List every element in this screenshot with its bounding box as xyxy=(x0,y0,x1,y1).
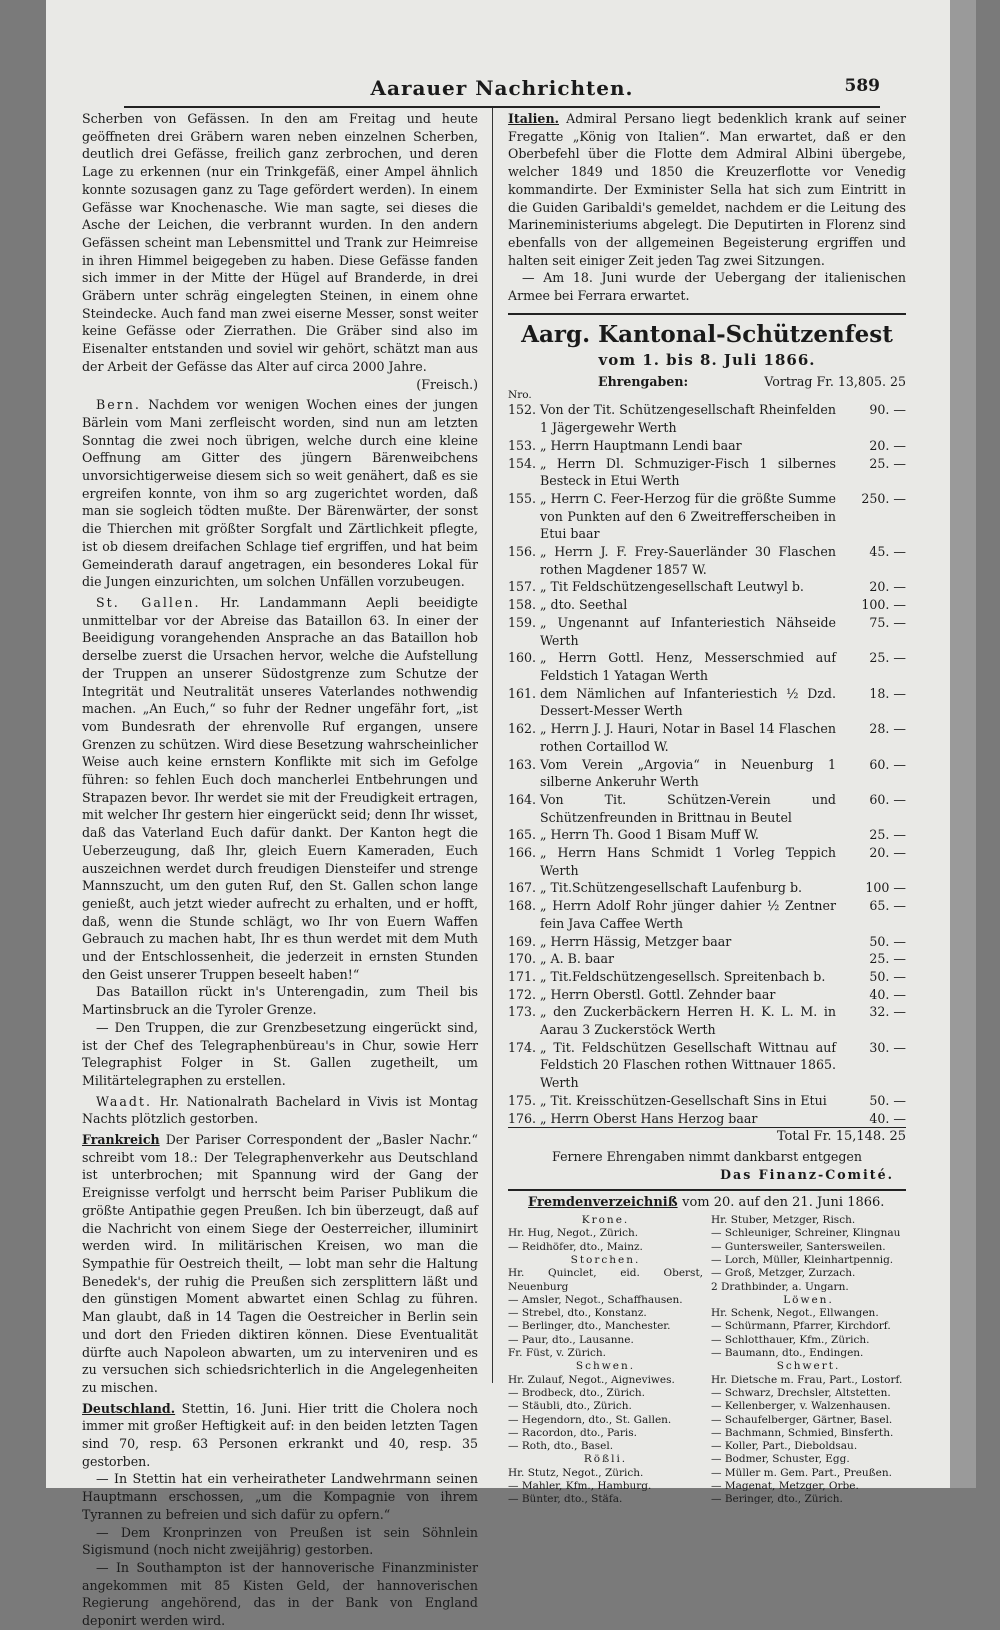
hotel-name: Löwen. xyxy=(783,1293,834,1306)
donation-description: „ Herrn Oberst Hans Herzog baar xyxy=(540,1110,758,1126)
article-bataillon: Das Bataillon rückt in's Unterengadin, zum Theil bis Martinsbruck an die Tyroler Grenze. xyxy=(82,984,478,1018)
column-divider xyxy=(492,108,493,1383)
donation-description: „ Herrn Hans Schmidt 1 Vorleg Teppich Werth xyxy=(540,845,836,878)
committee-signature: Das Finanz-Comité. xyxy=(720,1166,894,1182)
donation-amount: 50. — xyxy=(869,968,906,984)
article-telegraph: — Den Truppen, die zur Grenzbesetzung eingerückt sind, ist der Chef des Telegraphenbüreau's in Chur, sowie Herr Telegraphist Folger in St. Gallen zugetheilt, um Militärtelegraphen zu erstellen. xyxy=(82,1019,478,1088)
donation-amount: 250. — xyxy=(861,490,906,506)
donation-description: „ Herrn Th. Good 1 Bisam Muff W. xyxy=(540,827,759,843)
further-donations-note: Fernere Ehrengaben nimmt dankbarst entgegen xyxy=(552,1148,862,1164)
donation-amount: 60. — xyxy=(869,756,906,772)
donation-row xyxy=(508,791,906,826)
article-source: (Freisch.) xyxy=(416,376,478,392)
donation-number: 170. xyxy=(508,951,537,967)
donation-row xyxy=(508,1092,906,1110)
donation-number: 172. xyxy=(508,986,537,1002)
donation-amount: 100. — xyxy=(861,597,906,613)
article-bern: Bern. Nachdem vor wenigen Wochen eines der jungen Bärlein vom Mani zerfleischt worden, sind nun am letzten Sonntag die zwei noch übrigen, welche durch eine kleine Oeffnung am Gitter des jüngern Bärenweibchens unvorsichtigerweise diesem sich so weit genähert, daß es sie ergreifen konnte, von ihm so arg zugerichtet worden, daß man sie sogleich tödten mußte. Der Bärenwärter, der sonst die Thierchen mit größter Sorgfalt und Zärtlichkeit pflegte, ist ob diesem dreifachen Schlage tief ergriffen, und hat beim Gemeinderath darauf angetragen, ein besonderes Lokal für die Jungen einzurichten, um solchen Unfällen vorzubeugen. xyxy=(82,397,478,590)
donation-row xyxy=(508,897,906,932)
article-italien: Italien. Admiral Persano liegt bedenklich krank auf seiner Fregatte „König von Italien“. Man erwartet, daß er den Oberbefehl über die Flotte dem Admiral Albini übergebe, welcher 1849 und 1850 die Kreuzerflotte vor Venedig kommandirte. Der Exminister Sella hat sich zum Eintritt in die Guiden Garibaldi's gemeldet, nachdem er die Leitung des Marineministeriums abgelegt. Die Deputirten in Florenz sind ebenfalls von der allgemeinen Begeisterung ergriffen und halten seit einiger Zeit jeden Tag zwei Sitzungen. xyxy=(508,111,906,268)
donation-amount: 75. — xyxy=(869,614,906,630)
donation-amount: 100 — xyxy=(865,880,906,896)
donation-row xyxy=(508,720,906,755)
guest-entry: — Racordon, dto., Paris. xyxy=(508,1426,637,1439)
donation-amount: 20. — xyxy=(869,845,906,861)
guest-entry: — Schlotthauer, Kfm., Zürich. xyxy=(711,1333,870,1346)
page-edge-shadow xyxy=(950,0,976,1488)
guest-entry: Hr. Stutz, Negot., Zürich. xyxy=(508,1466,644,1479)
donation-number: 158. xyxy=(508,597,537,613)
donation-description: „ Tit.Schützengesellschaft Laufenburg b. xyxy=(540,880,803,896)
honors-label: Ehrengaben: xyxy=(598,373,689,389)
donation-description: „ Herrn Oberstl. Gottl. Zehnder baar xyxy=(540,986,776,1002)
place-deutschland: Deutschland. xyxy=(82,1400,176,1416)
section-divider xyxy=(508,1189,906,1191)
guest-entry: — Magenat, Metzger, Orbe. xyxy=(711,1480,859,1493)
donations-table xyxy=(508,401,906,1127)
donation-amount: 20. — xyxy=(869,437,906,453)
donation-amount: 25. — xyxy=(869,951,906,967)
donation-amount: 20. — xyxy=(869,579,906,595)
donation-description: „ Tit Feldschützengesellschaft Leutwyl b. xyxy=(540,579,804,595)
donation-description: dem Nämlichen auf Infanteriestich ½ Dzd. Dessert-Messer Werth xyxy=(540,685,836,719)
donation-number: 173. xyxy=(508,1004,537,1020)
guest-entry: Hr. Quinclet, eid. Oberst, Neuenburg xyxy=(508,1267,703,1293)
hotel-name: Rößli. xyxy=(583,1453,628,1466)
article-deutschland: Deutschland. Stettin, 16. Juni. Hier tritt die Cholera noch immer mit großer Heftigkeit auf: in den beiden letzten Tagen sind 70, resp. 63 Personen erkrankt und 40, resp. 35 gestorben. xyxy=(82,1400,478,1469)
donation-number: 171. xyxy=(508,968,537,984)
donation-number: 166. xyxy=(508,845,537,861)
guest-entry: — Lorch, Müller, Kleinhartpennig. xyxy=(711,1253,894,1266)
guest-entry: — Brodbeck, dto., Zürich. xyxy=(508,1386,645,1399)
donation-amount: 32. — xyxy=(869,1004,906,1020)
article-waadt: Waadt. Hr. Nationalrath Bachelard in Vivis ist Montag Nachts plötzlich gestorben. xyxy=(82,1093,478,1127)
donation-number: 156. xyxy=(508,544,537,560)
donation-row xyxy=(508,437,906,455)
page-header xyxy=(124,70,880,108)
donation-row xyxy=(508,826,906,844)
article-southampton: — In Southampton ist der hannoverische Finanzminister angekommen mit 85 Kisten Geld, der hannoverischen Regierung angehörend, das in der Bank von England deponirt werden wird. xyxy=(82,1559,478,1629)
article-stettin: — In Stettin hat ein verheiratheter Landwehrmann seinen Hauptmann erschossen, „um die Kompagnie von ihrem Tyrannen zu befreien und sich dafür zu opfern.“ xyxy=(82,1471,478,1522)
place-frankreich: Frankreich xyxy=(82,1132,160,1148)
donation-row xyxy=(508,685,906,720)
donation-description: „ Herrn Adolf Rohr jünger dahier ½ Zentner fein Java Caffee Werth xyxy=(540,898,836,931)
donation-description: Vom Verein „Argovia“ in Neuenburg 1 silberne Ankeruhr Werth xyxy=(540,756,836,790)
donation-row xyxy=(508,649,906,684)
place-italien: Italien. xyxy=(508,111,559,126)
donation-number: 153. xyxy=(508,437,537,453)
donation-number: 155. xyxy=(508,490,537,506)
donation-amount: 50. — xyxy=(869,933,906,949)
donation-description: „ Herrn J. J. Hauri, Notar in Basel 14 Flaschen rothen Cortaillod W. xyxy=(540,721,836,754)
donation-description: „ Herrn Hauptmann Lendi baar xyxy=(540,437,742,453)
donation-number: 174. xyxy=(508,1039,537,1055)
guest-entry: 2 Drathbinder, a. Ungarn. xyxy=(711,1280,849,1293)
donation-row xyxy=(508,401,906,436)
donation-number: 175. xyxy=(508,1092,537,1108)
guest-entry: — Hegendorn, dto., St. Gallen. xyxy=(508,1413,672,1426)
hotel-name: Schwert. xyxy=(776,1360,841,1373)
donation-amount: 50. — xyxy=(869,1092,906,1108)
guest-entry: — Schürmann, Pfarrer, Kirchdorf. xyxy=(711,1320,891,1333)
donation-number: 169. xyxy=(508,933,537,949)
donation-row xyxy=(508,968,906,986)
guest-entry: Hr. Stuber, Metzger, Risch. xyxy=(711,1214,856,1227)
guest-entry: — Kellenberger, v. Walzenhausen. xyxy=(711,1400,891,1413)
hotel-name: Krone. xyxy=(581,1214,630,1227)
guest-entry: Hr. Hug, Negot., Zürich. xyxy=(508,1227,639,1240)
donation-row xyxy=(508,844,906,879)
donation-number: 167. xyxy=(508,880,537,896)
guest-entry: Hr. Dietsche m. Frau, Part., Lostorf. xyxy=(711,1373,903,1386)
donation-amount: 65. — xyxy=(869,898,906,914)
guest-entry: — Koller, Part., Dieboldsau. xyxy=(711,1440,858,1453)
donation-number: 176. xyxy=(508,1110,537,1126)
donation-row xyxy=(508,986,906,1004)
guest-list-left xyxy=(508,1214,703,1507)
donation-amount: 25. — xyxy=(869,650,906,666)
guest-list-right xyxy=(711,1214,906,1507)
donation-row xyxy=(508,1039,906,1092)
carry-forward: Vortrag Fr. 13,805. 25 xyxy=(764,373,906,389)
donation-amount: 18. — xyxy=(869,685,906,701)
guest-entry: — Paur, dto., Lausanne. xyxy=(508,1333,634,1346)
donation-row xyxy=(508,950,906,968)
left-column xyxy=(82,110,478,1630)
donation-number: 159. xyxy=(508,614,537,630)
donation-row xyxy=(508,455,906,490)
donation-number: 160. xyxy=(508,650,537,666)
donation-number: 161. xyxy=(508,685,537,701)
article-ferrara: — Am 18. Juni wurde der Uebergang der italienischen Armee bei Ferrara erwartet. xyxy=(508,270,906,304)
fest-subtitle: vom 1. bis 8. Juli 1866. xyxy=(598,350,816,369)
donation-number: 165. xyxy=(508,827,537,843)
donation-description: „ dto. Seethal xyxy=(540,597,628,613)
guest-entry: — Bünter, dto., Stäfa. xyxy=(508,1493,623,1506)
donation-amount: 90. — xyxy=(869,402,906,418)
guest-entry: — Stäubli, dto., Zürich. xyxy=(508,1400,632,1413)
nro-label: Nro. xyxy=(508,389,532,402)
total-row: Total Fr. 15,148. 25 xyxy=(508,1127,906,1146)
carry-forward-row xyxy=(508,373,906,391)
donation-amount: 25. — xyxy=(869,455,906,471)
donation-description: „ Herrn Hässig, Metzger baar xyxy=(540,933,732,949)
article-frankreich: Frankreich Der Pariser Correspondent der „Basler Nachr.“ schreibt vom 18.: Der Telegraphenverkehr aus Deutschland ist unterbrochen; mit Spannung wird der Gang der Ereignisse verfolgt und herrscht beim Pariser Publikum die größte Antipathie gegen Preußen. Ich bin überzeugt, daß auf die Nachricht von einem Siege der Oesterreicher, illuminirt werden wird. In militärischen Kreisen, wo man die Sympathie für Oestreich theilt, — lobt man sehr die Haltung Benedek's, der ruhig die Preußen sich zersplittern läßt und den günstigen Moment abwartet einen Schlag zu führen. Man glaubt, daß in 14 Tagen die Oestreicher in Berlin sein und dort den Frieden diktiren können. Diese Eventualität dürfte auch Napoleon abwarten, um zu interveniren und es zu versuchen sich schiedsrichterlich in die Angelegenheiten zu mischen. xyxy=(82,1132,478,1395)
right-column xyxy=(508,110,906,1507)
place-bern: Bern. xyxy=(96,397,141,413)
donation-amount: 45. — xyxy=(869,544,906,560)
donation-number: 162. xyxy=(508,721,537,737)
guest-entry: Fr. Füst, v. Zürich. xyxy=(508,1347,606,1360)
donation-number: 163. xyxy=(508,756,537,772)
guest-entry: — Mahler, Kfm., Hamburg. xyxy=(508,1480,652,1493)
donation-number: 154. xyxy=(508,455,537,471)
fest-title: Aarg. Kantonal-Schützenfest xyxy=(508,313,906,349)
place-waadt: Waadt. xyxy=(96,1093,152,1109)
guest-entry: — Guntersweiler, Santersweilen. xyxy=(711,1240,886,1253)
guest-entry: — Schwarz, Drechsler, Altstetten. xyxy=(711,1386,891,1399)
donation-description: „ Tit.Feldschützengesellsch. Spreitenbach b. xyxy=(540,968,826,984)
guest-entry: — Schaufelberger, Gärtner, Basel. xyxy=(711,1413,893,1426)
donation-number: 164. xyxy=(508,791,537,807)
donation-description: „ Tit. Feldschützen Gesellschaft Wittnau auf Feldstich 20 Flaschen rothen Wittnauer 1865. Werth xyxy=(540,1039,836,1091)
article-kronprinz: — Dem Kronprinzen von Preußen ist sein Söhnlein Sigismund (noch nicht zweijährig) gestorben. xyxy=(82,1524,478,1558)
donation-description: „ Herrn Gottl. Henz, Messerschmied auf Feldstich 1 Yatagan Werth xyxy=(540,650,836,683)
guest-entry: Hr. Schenk, Negot., Ellwangen. xyxy=(711,1307,879,1320)
donation-amount: 25. — xyxy=(869,827,906,843)
article-graves: Scherben von Gefässen. In den am Freitag und heute geöffneten drei Gräbern waren neben einzelnen Scherben, deutlich drei Gefässe, freilich ganz zerbrochen, und deren Lage zu erkennen (nur ein Trinkgefäß, einer Ampel ähnlich konnte sozusagen ganz zu Tage gefördert werden). In einem Gefässe war Knochenasche. Wie man sagte, sei dieses die Asche der Leichen, die verbrannt wurden. In den andern Gefässen scheint man Lebensmittel und Trank zur Heimreise in ihren Himmel beigegeben zu haben. Diese Gefässe fanden sich immer in der Mitte der Hügel auf Branderde, in drei Gräbern unter schräg eingelegten Steinen, in einem ohne Steindecke. Auch fand man zwei eiserne Messer, sonst weiter keine Gefässe oder Zierrathen. Die Gräber sind also im Eisenalter entstanden und soviel wir gehört, schätzt man aus der Arbeit der Gefässe das Alter auf circa 2000 Jahre. (Freisch.) xyxy=(82,111,478,392)
donation-description: „ Ungenannt auf Infanteriestich Nähseide Werth xyxy=(540,614,836,648)
donation-description: Von Tit. Schützen-Verein und Schützenfreunden in Brittnau in Beutel xyxy=(540,791,836,825)
donation-row xyxy=(508,1110,906,1128)
donation-row xyxy=(508,490,906,543)
guest-entry: — Schleuniger, Schreiner, Klingnau xyxy=(711,1227,901,1240)
article-stgallen: St. Gallen. Hr. Landammann Aepli beeidigte unmittelbar vor der Abreise das Bataillon 63. In einer der Beeidigung vorangehenden Ansprache an das Bataillon hob derselbe zuerst die Ursachen hervor, welche die Aufstellung der Truppen an unserer Südostgrenze zum Schutze der Integrität und Neutralität unseres Vaterlandes nothwendig machen. „An Euch,“ so fuhr der Redner ungefähr fort, „ist vom Bundesrath der ehrenvolle Ruf ergangen, unsere Grenzen zu schützen. Wird diese Besetzung wahrscheinlicher Weise auch keine ernstern Konflikte mit sich im Gefolge führen: so fehlen Euch doch mancherlei Entbehrungen und Strapazen bevor. Ihr werdet sie mit der Freudigkeit ertragen, mit welcher Ihr gestern hier eingerückt seid; denn Ihr wisset, daß das Vaterland Euch dafür dankt. Der Kanton hegt die Ueberzeugung, daß Ihr, gleich Euern Kameraden, Euch auszeichnen werdet durch freudigen Diensteifer und strenge Mannszucht, um den guten Ruf, den St. Gallen schon lange genießt, auch jetzt wieder aufrecht zu erhalten, und er hofft, daß, wenn die Stunde schlägt, wo Ihr von Euern Waffen Gebrauch zu machen habt, Ihr es thun werdet mit dem Muth und der Entschlossenheit, die jederzeit in ernsten Stunden den Geist unserer Truppen beseelt haben!“ xyxy=(82,594,478,982)
hotel-name: Storchen. xyxy=(570,1253,641,1266)
guest-entry: — Strebel, dto., Konstanz. xyxy=(508,1307,647,1320)
guest-entry: — Bachmann, Schmied, Binsferth. xyxy=(711,1426,894,1439)
guest-entry: Hr. Zulauf, Negot., Aigneviwes. xyxy=(508,1373,675,1386)
place-stgallen: St. Gallen. xyxy=(96,594,201,610)
guest-entry: — Baumann, dto., Endingen. xyxy=(711,1347,864,1360)
guest-entry: — Roth, dto., Basel. xyxy=(508,1440,614,1453)
donation-number: 157. xyxy=(508,579,537,595)
guest-entry: — Amsler, Negot., Schaffhausen. xyxy=(508,1293,683,1306)
donation-description: Von der Tit. Schützengesellschaft Rheinfelden 1 Jägergewehr Werth xyxy=(540,402,836,436)
donation-description: „ Herrn Dl. Schmuziger-Fisch 1 silbernes Besteck in Etui Werth xyxy=(540,455,836,489)
donation-number: 168. xyxy=(508,898,537,914)
donation-description: „ Herrn J. F. Frey-Sauerländer 30 Flaschen rothen Magdener 1857 W. xyxy=(540,544,836,577)
donation-amount: 28. — xyxy=(869,721,906,737)
donation-row xyxy=(508,1003,906,1038)
donation-row xyxy=(508,614,906,649)
donation-row xyxy=(508,578,906,596)
donation-row xyxy=(508,879,906,897)
donation-description: „ A. B. baar xyxy=(540,951,614,967)
donation-description: „ Tit. Kreisschützen-Gesellschaft Sins in Etui xyxy=(540,1092,827,1108)
donation-row xyxy=(508,596,906,614)
donation-row xyxy=(508,543,906,578)
page-number: 589 xyxy=(844,76,880,96)
guest-entry: — Reidhöfer, dto., Mainz. xyxy=(508,1240,643,1253)
donation-number: 152. xyxy=(508,402,537,418)
donation-amount: 60. — xyxy=(869,791,906,807)
donation-description: „ Herrn C. Feer-Herzog für die größte Summe von Punkten auf den 6 Zweitrefferscheiben in Etui baar xyxy=(540,490,836,542)
donation-amount: 40. — xyxy=(869,986,906,1002)
guest-list xyxy=(508,1214,906,1507)
guest-entry: — Groß, Metzger, Zurzach. xyxy=(711,1267,856,1280)
guest-entry: — Bodmer, Schuster, Egg. xyxy=(711,1453,850,1466)
donation-amount: 30. — xyxy=(869,1039,906,1055)
guest-entry: — Berlinger, dto., Manchester. xyxy=(508,1320,671,1333)
guest-entry: — Müller m. Gem. Part., Preußen. xyxy=(711,1466,892,1479)
hotel-name: Schwen. xyxy=(575,1360,636,1373)
donation-amount: 40. — xyxy=(869,1110,906,1126)
donation-description: „ den Zuckerbäckern Herren H. K. L. M. in Aarau 3 Zuckerstöck Werth xyxy=(540,1004,836,1038)
guest-list-header: Fremdenverzeichniß vom 20. auf den 21. Juni 1866. xyxy=(528,1195,885,1211)
donation-row xyxy=(508,756,906,791)
donation-row xyxy=(508,933,906,951)
masthead-title: Aarauer Nachrichten. xyxy=(370,76,634,100)
guest-entry: — Beringer, dto., Zürich. xyxy=(711,1493,843,1506)
